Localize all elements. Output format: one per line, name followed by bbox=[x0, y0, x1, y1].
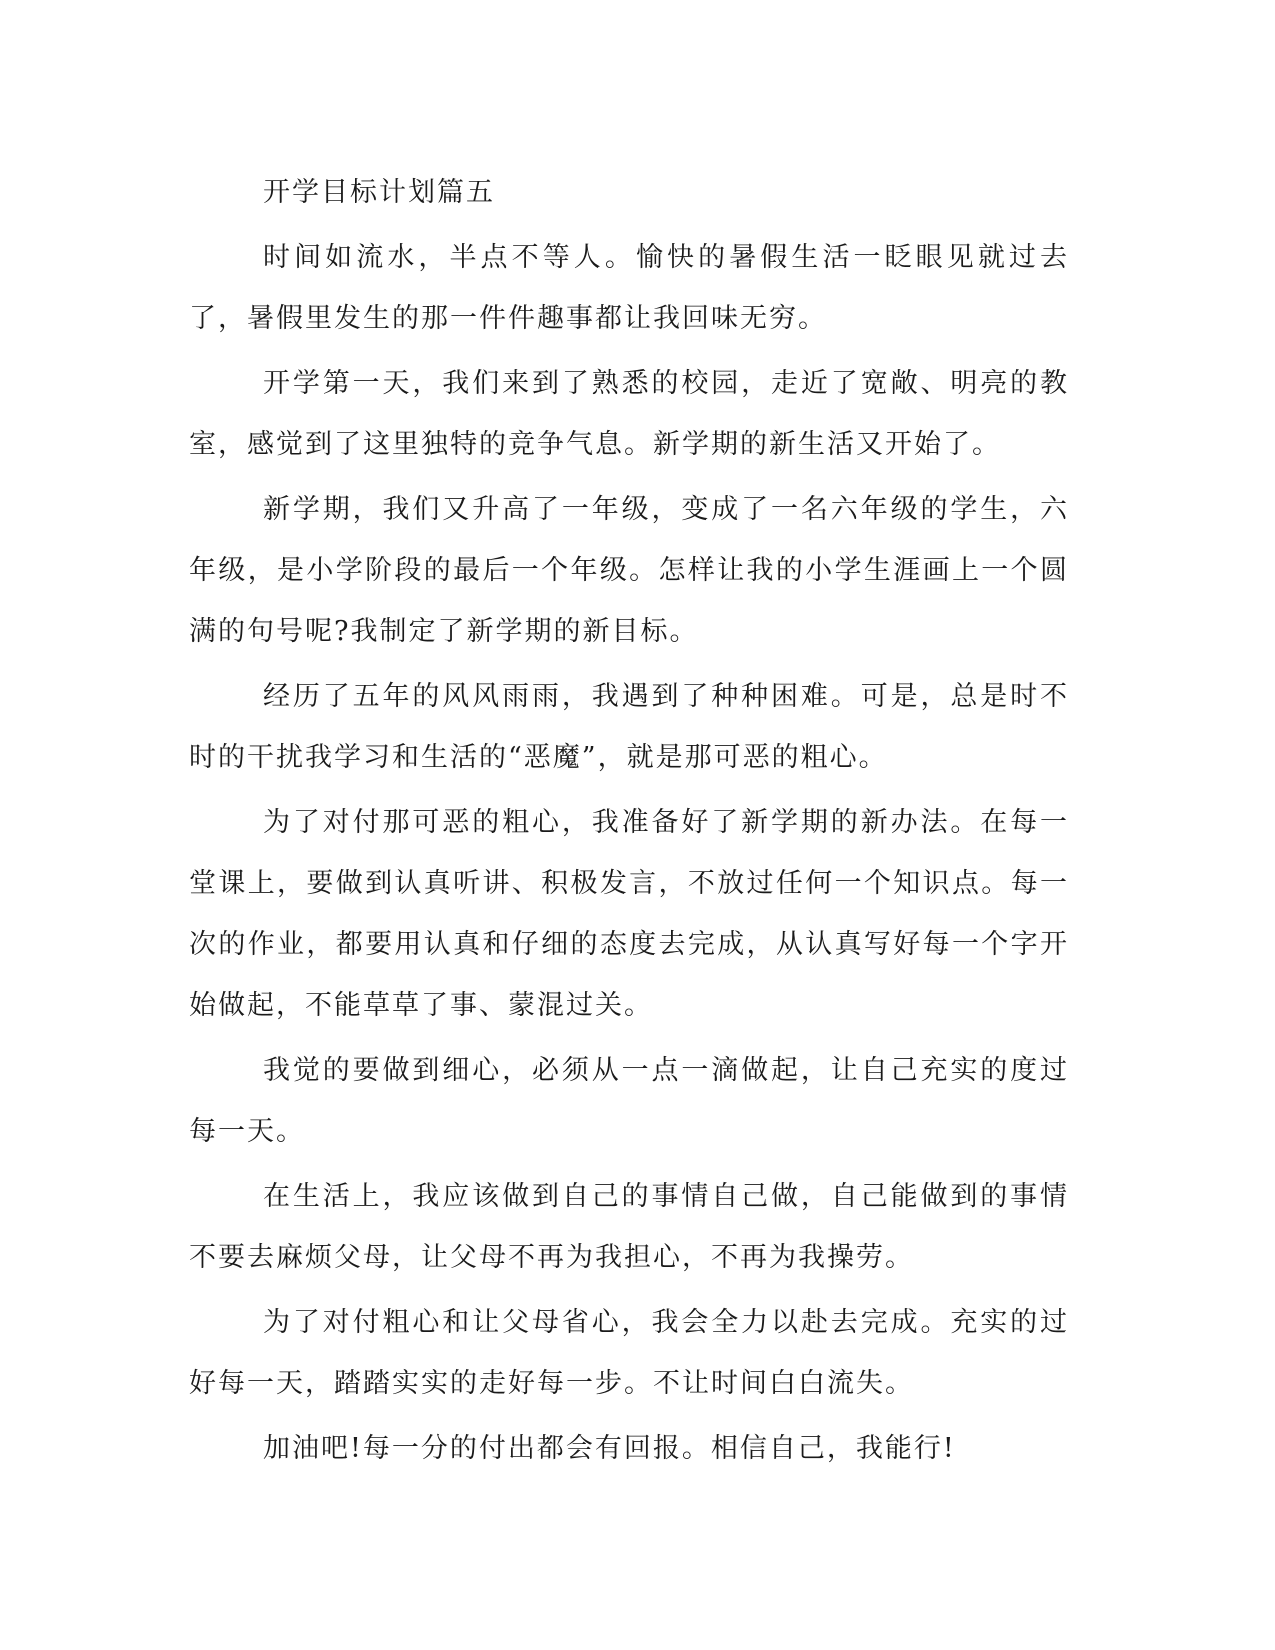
paragraph: 为了对付那可恶的粗心，我准备好了新学期的新办法。在每一堂课上，要做到认真听讲、积极发言，不放过任何一个知识点。每一次的作业，都要用认真和仔细的态度去完成，从认真写好每一个字开始做起，不能草草了事、蒙混过关。 bbox=[189, 807, 1069, 1021]
document-body bbox=[189, 162, 1069, 1483]
document-title: 开学目标计划篇五 bbox=[263, 177, 495, 208]
paragraph: 开学第一天，我们来到了熟悉的校园，走近了宽敞、明亮的教室，感觉到了这里独特的竞争气息。新学期的新生活又开始了。 bbox=[189, 368, 1069, 460]
paragraph: 时间如流水，半点不等人。愉快的暑假生活一眨眼见就过去了，暑假里发生的那一件件趣事都让我回味无穷。 bbox=[189, 242, 1069, 334]
paragraph: 新学期，我们又升高了一年级，变成了一名六年级的学生，六年级，是小学阶段的最后一个年级。怎样让我的小学生涯画上一个圆满的句号呢?我制定了新学期的新目标。 bbox=[189, 494, 1069, 647]
paragraph: 在生活上，我应该做到自己的事情自己做，自己能做到的事情不要去麻烦父母，让父母不再为我担心，不再为我操劳。 bbox=[189, 1181, 1069, 1273]
paragraph: 为了对付粗心和让父母省心，我会全力以赴去完成。充实的过好每一天，踏踏实实的走好每一步。不让时间白白流失。 bbox=[189, 1307, 1069, 1399]
paragraph: 经历了五年的风风雨雨，我遇到了种种困难。可是，总是时不时的干扰我学习和生活的“恶魔”，就是那可恶的粗心。 bbox=[189, 681, 1069, 773]
paragraph: 加油吧!每一分的付出都会有回报。相信自己，我能行! bbox=[263, 1433, 956, 1464]
paragraph: 我觉的要做到细心，必须从一点一滴做起，让自己充实的度过每一天。 bbox=[189, 1055, 1069, 1147]
